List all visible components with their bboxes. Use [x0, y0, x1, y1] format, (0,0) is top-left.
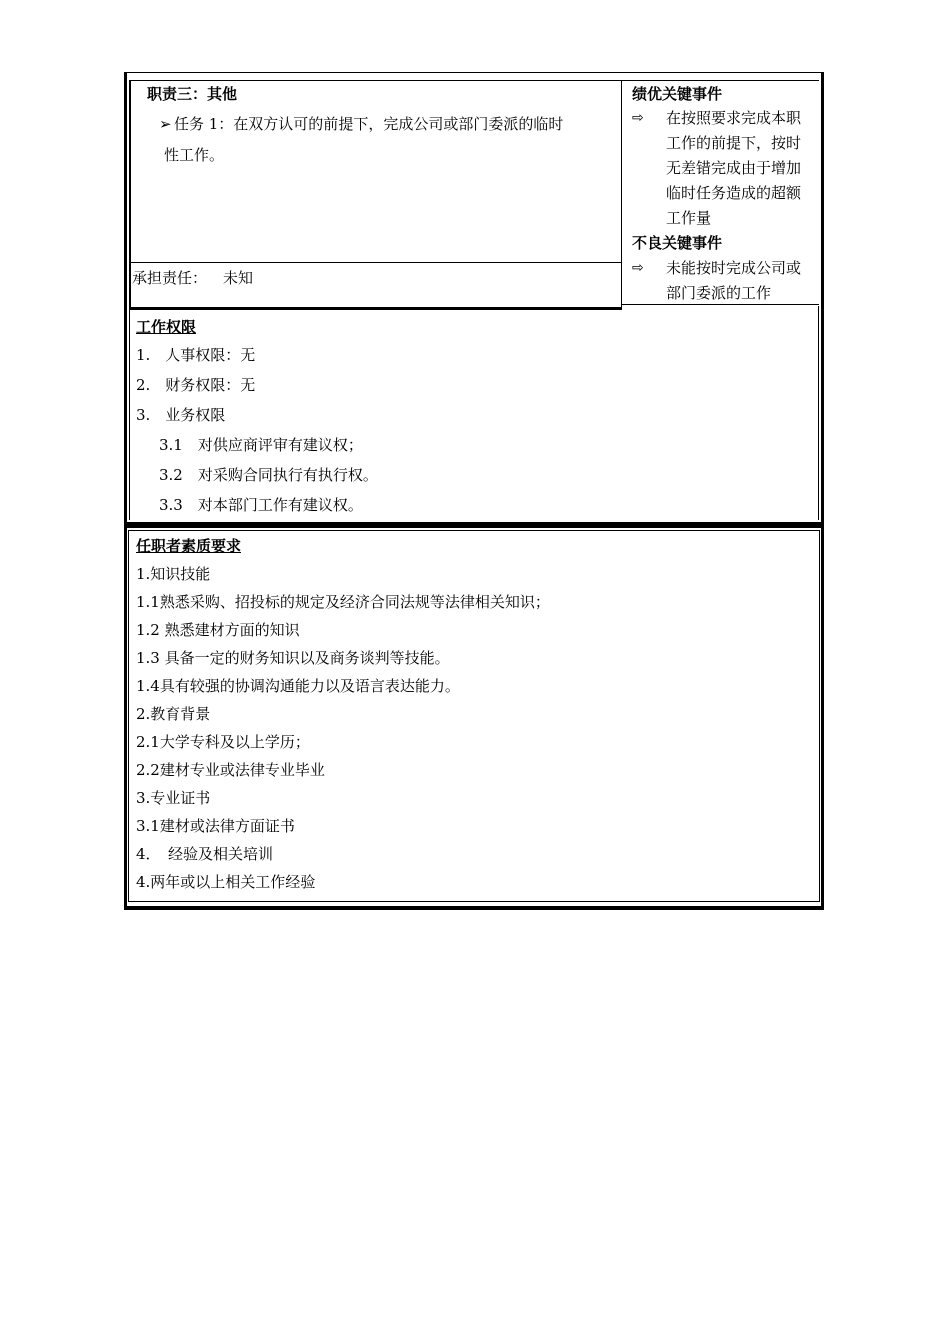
good-event-line: 工作的前提下，按时: [666, 134, 802, 152]
task-line-1: 任务 1：在双方认可的前提下，完成公司或部门委派的临时: [174, 115, 564, 133]
requirement-item: 1.3 具备一定的财务知识以及商务谈判等技能。: [136, 649, 450, 667]
bad-event-line: 部门委派的工作: [666, 284, 772, 302]
bad-events-title: 不良关键事件: [632, 234, 723, 252]
arrow-right-icon: ⇨: [632, 260, 644, 276]
requirement-item: 4.两年或以上相关工作经验: [136, 873, 316, 891]
good-event-line: 工作量: [666, 209, 712, 227]
kpi-cell-top-border: [621, 80, 819, 81]
requirement-item: 1.1熟悉采购、招投标的规定及经济合同法规等法律相关知识；: [136, 593, 550, 611]
arrow-right-icon: ⇨: [632, 110, 644, 126]
requirement-item: 1.4具有较强的协调沟通能力以及语言表达能力。: [136, 677, 460, 695]
duty-title: 职责三：其他: [147, 85, 238, 103]
requirement-item: 1.知识技能: [136, 565, 211, 583]
authority-subitem: 3.1 对供应商评审有建议权；: [159, 436, 363, 454]
requirement-item: 3.1建材或法律方面证书: [136, 817, 295, 835]
bad-event-line: 未能按时完成公司或: [666, 259, 802, 277]
authority-item: 1. 人事权限：无: [136, 346, 256, 364]
requirement-item: 2.2建材专业或法律专业毕业: [136, 761, 325, 779]
good-event-line: 无差错完成由于增加: [666, 159, 802, 177]
duty-cell-divider: [129, 262, 621, 263]
requirements-title: 任职者素质要求: [136, 537, 242, 555]
authority-title: 工作权限: [136, 318, 197, 336]
requirement-item: 2.1大学专科及以上学历；: [136, 733, 310, 751]
authority-subitem: 3.3 对本部门工作有建议权。: [159, 496, 363, 514]
authority-item: 3. 业务权限: [136, 406, 226, 424]
requirement-item: 1.2 熟悉建材方面的知识: [136, 621, 300, 639]
task-line-2: 性工作。: [164, 146, 225, 164]
responsibility-value: 未知: [223, 269, 254, 287]
requirement-item: 2.教育背景: [136, 705, 211, 723]
good-event-line: 临时任务造成的超额: [666, 184, 802, 202]
responsibility-label: 承担责任：: [132, 269, 208, 287]
requirement-item: 4． 经验及相关培训: [136, 845, 274, 863]
authority-cell: [129, 306, 819, 520]
task-bullet: ➢: [159, 115, 172, 133]
authority-subitem: 3.2 对采购合同执行有执行权。: [159, 466, 378, 484]
requirement-item: 3.专业证书: [136, 789, 211, 807]
good-event-line: 在按照要求完成本职: [666, 109, 802, 127]
authority-item: 2. 财务权限：无: [136, 376, 256, 394]
good-events-title: 绩优关键事件: [632, 85, 723, 103]
